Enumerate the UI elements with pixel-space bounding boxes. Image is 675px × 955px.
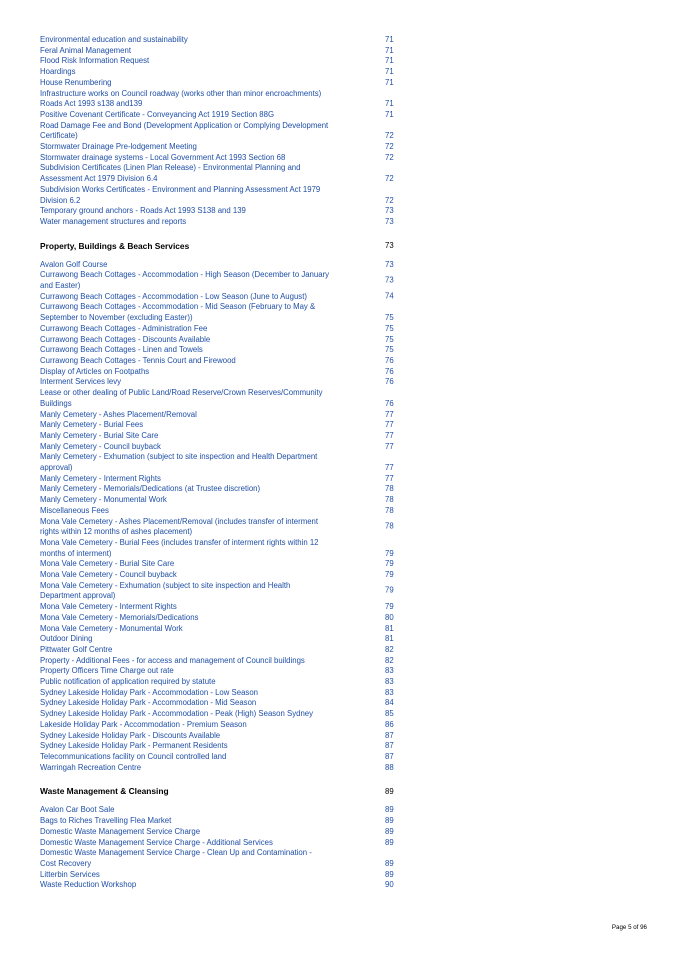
toc-entry[interactable] — [40, 698, 400, 709]
toc-entry[interactable] — [40, 356, 400, 367]
toc-entry-title[interactable]: Stormwater drainage systems - Local Government Act 1993 Section 68 — [40, 152, 286, 162]
toc-entry-page[interactable]: 90 — [385, 880, 394, 890]
toc-entry-title[interactable]: Telecommunications facility on Council controlled land — [40, 752, 227, 761]
toc-entry[interactable] — [40, 56, 400, 67]
toc-entry-page[interactable]: 79 — [385, 602, 394, 612]
toc-entry[interactable] — [40, 388, 400, 409]
toc-entry-title[interactable]: Property Officers Time Charge out rate — [40, 666, 174, 676]
toc-entry-page[interactable]: 77 — [385, 441, 394, 451]
toc-entry[interactable] — [40, 185, 400, 206]
toc-entry-title[interactable]: Currawong Beach Cottages - Discounts Available — [40, 334, 211, 344]
toc-entry-page[interactable]: 76 — [385, 398, 394, 408]
toc-entry-title[interactable]: Currawong Beach Cottages - Administration Fee — [40, 323, 208, 333]
toc-entry[interactable] — [40, 666, 400, 677]
toc-entry[interactable] — [40, 217, 400, 228]
toc-entry-title[interactable]: Currawong Beach Cottages - Accommodation - High Season (December to January and Easter) — [40, 270, 330, 291]
toc-entry-title[interactable]: Mona Vale Cemetery - Exhumation (subject to site inspection and Health Department approval) — [40, 580, 291, 601]
toc-entry-title[interactable]: Pittwater Golf Centre — [40, 644, 113, 654]
toc-entry[interactable] — [40, 35, 400, 46]
toc-entry-title[interactable]: Infrastructure works on Council roadway (works other than minor encroachments) Roads Act 1993 s138 and139 — [40, 88, 322, 109]
toc-entry-title[interactable]: Stormwater Drainage Pre-lodgement Meeting — [40, 142, 197, 152]
toc-entry-title[interactable]: Positive Covenant Certificate - Conveyancing Act 1919 Section 88G — [40, 109, 275, 119]
toc-entry-title[interactable]: Mona Vale Cemetery - Ashes Placement/Removal (includes transfer of interment rights within 12 months of ashes placement) — [40, 516, 319, 537]
toc-entry-title[interactable]: Currawong Beach Cottages - Accommodation - Low Season (June to August) — [40, 291, 307, 301]
toc-entry-title[interactable]: Display of Articles on Footpaths — [40, 366, 150, 376]
toc-entry[interactable] — [40, 335, 400, 346]
toc-entry-title[interactable]: Public notification of application required by statute — [40, 677, 216, 687]
toc-entry[interactable] — [40, 367, 400, 378]
toc-entry[interactable] — [40, 67, 400, 78]
toc-entry-title[interactable]: Manly Cemetery - Interment Rights — [40, 473, 161, 483]
toc-entry-page[interactable]: 71 — [385, 56, 394, 66]
toc-entry[interactable] — [40, 495, 400, 506]
section-heading — [40, 783, 400, 799]
toc-entry[interactable] — [40, 538, 400, 559]
toc-entry-title[interactable]: Sydney Lakeside Holiday Park - Accommodation - Peak (High) Season Sydney — [40, 709, 314, 719]
toc-entry-title[interactable]: Currawong Beach Cottages - Tennis Court and Firewood — [40, 355, 236, 365]
toc-entry[interactable] — [40, 838, 400, 849]
toc-entry-title[interactable]: Water management structures and reports — [40, 216, 187, 226]
toc-entry-page[interactable]: 87 — [385, 730, 394, 740]
toc-entry[interactable] — [40, 46, 400, 57]
toc-entry-page[interactable]: 89 — [385, 869, 394, 879]
toc-entry-title[interactable]: Bags to Riches Travelling Flea Market — [40, 816, 172, 826]
toc-entry-title[interactable]: Road Damage Fee and Bond (Development Application or Complying Development Certificate) — [40, 120, 329, 141]
toc-entry-page[interactable]: 78 — [385, 521, 394, 531]
toc-entry[interactable] — [40, 206, 400, 217]
toc-entry[interactable] — [40, 153, 400, 164]
toc-entry-title[interactable]: Manly Cemetery - Ashes Placement/Removal — [40, 409, 197, 419]
toc-entry-page[interactable]: 80 — [385, 612, 394, 622]
toc-entry-page[interactable]: 78 — [385, 484, 394, 494]
toc-entry[interactable] — [40, 121, 400, 142]
toc-entry-page[interactable]: 89 — [385, 858, 394, 868]
toc-entry-title[interactable]: Domestic Waste Management Service Charge — [40, 826, 201, 836]
toc-entry-title[interactable]: Sydney Lakeside Holiday Park - Permanent Residents — [40, 741, 228, 751]
toc-entry[interactable] — [40, 763, 400, 774]
toc-entry-title[interactable]: Litterbin Services — [40, 869, 100, 879]
toc-entry[interactable] — [40, 474, 400, 485]
toc-entry-page[interactable]: 87 — [385, 752, 394, 761]
toc-entry[interactable] — [40, 420, 400, 431]
toc-entry[interactable] — [40, 731, 400, 742]
toc-entry-page[interactable]: 71 — [385, 67, 394, 77]
toc-entry-title[interactable]: Manly Cemetery - Council buyback — [40, 441, 161, 451]
toc-entry-title[interactable]: Avalon Golf Course — [40, 259, 108, 269]
toc-entry[interactable] — [40, 431, 400, 442]
toc-entry-title[interactable]: Mona Vale Cemetery - Monumental Work — [40, 623, 183, 633]
toc-entry[interactable] — [40, 602, 400, 613]
table-of-contents — [40, 35, 400, 891]
toc-entry[interactable] — [40, 677, 400, 688]
toc-entry-title[interactable]: Miscellaneous Fees — [40, 505, 109, 515]
toc-entry-title[interactable]: Feral Animal Management — [40, 45, 132, 55]
toc-entry-title[interactable]: House Renumbering — [40, 77, 112, 87]
toc-entry[interactable] — [40, 752, 400, 763]
toc-entry[interactable] — [40, 89, 400, 110]
toc-entry-page[interactable]: 79 — [385, 570, 394, 580]
toc-entry-title[interactable]: Manly Cemetery - Memorials/Dedications (at Trustee discretion) — [40, 484, 261, 494]
toc-entry-page[interactable]: 76 — [385, 377, 394, 387]
toc-entry-page[interactable]: 79 — [385, 548, 394, 558]
toc-entry-title[interactable]: Manly Cemetery - Burial Site Care — [40, 430, 159, 440]
toc-entry[interactable] — [40, 345, 400, 356]
toc-entry-page[interactable]: 72 — [385, 131, 394, 141]
toc-entry-title[interactable]: Interment Services levy — [40, 377, 122, 387]
toc-entry-page[interactable]: 75 — [385, 334, 394, 344]
toc-entry-title[interactable]: Temporary ground anchors - Roads Act 1993 S138 and 139 — [40, 206, 246, 216]
toc-entry-page[interactable]: 84 — [385, 698, 394, 708]
toc-entry-title[interactable]: Manly Cemetery - Monumental Work — [40, 495, 167, 505]
toc-entry[interactable] — [40, 163, 400, 184]
toc-entry-page[interactable]: 75 — [385, 345, 394, 355]
toc-entry[interactable] — [40, 709, 400, 720]
toc-entry-page[interactable]: 75 — [385, 313, 394, 323]
toc-entry-page[interactable]: 77 — [385, 420, 394, 430]
toc-entry[interactable] — [40, 805, 400, 816]
toc-entry-title[interactable]: Mona Vale Cemetery - Burial Site Care — [40, 559, 175, 569]
toc-entry[interactable] — [40, 741, 400, 752]
toc-entry-page[interactable]: 89 — [385, 826, 394, 836]
toc-entry[interactable] — [40, 270, 400, 291]
toc-entry-page[interactable]: 73 — [385, 216, 394, 226]
toc-entry-title[interactable]: Avalon Car Boot Sale — [40, 805, 115, 815]
toc-entry[interactable] — [40, 78, 400, 89]
toc-entry-title[interactable]: Mona Vale Cemetery - Memorials/Dedications — [40, 612, 199, 622]
toc-entry-title[interactable]: Currawong Beach Cottages - Accommodation - Mid Season (February to May & September to November (excluding Easter)) — [40, 302, 316, 323]
page-number-footer: Page 5 of 96 — [611, 924, 647, 931]
toc-entry-page[interactable]: 88 — [385, 762, 394, 772]
toc-entry-page[interactable]: 73 — [385, 206, 394, 216]
toc-entry-page[interactable]: 75 — [385, 323, 394, 333]
section-heading-title: Waste Management & Cleansing — [40, 786, 169, 797]
toc-entry-page[interactable]: 81 — [385, 623, 394, 633]
toc-entry-page[interactable]: 89 — [385, 837, 394, 847]
toc-entry[interactable] — [40, 142, 400, 153]
toc-entry-title[interactable]: Flood Risk Information Request — [40, 56, 150, 66]
toc-entry-page[interactable]: 79 — [385, 559, 394, 569]
toc-entry-title[interactable]: Mona Vale Cemetery - Burial Fees (includes transfer of interment rights within 12 months of interment) — [40, 537, 319, 558]
toc-entry-page[interactable]: 78 — [385, 505, 394, 515]
toc-entry[interactable] — [40, 880, 400, 891]
toc-entry-title[interactable]: Domestic Waste Management Service Charge - Clean Up and Contamination - Cost Recovery — [40, 848, 312, 868]
toc-entry-page[interactable]: 85 — [385, 709, 394, 719]
toc-entry-title[interactable]: Sydney Lakeside Holiday Park - Accommodation - Mid Season — [40, 698, 257, 708]
toc-entry[interactable] — [40, 581, 400, 602]
toc-entry-page[interactable]: 83 — [385, 687, 394, 697]
toc-entry-page[interactable]: 77 — [385, 409, 394, 419]
toc-entry-title[interactable]: Subdivision Certificates (Linen Plan Release) - Environmental Planning and Assessment Act 1979 Division 6.4 — [40, 163, 301, 184]
toc-entry-title[interactable]: Mona Vale Cemetery - Council buyback — [40, 570, 177, 580]
toc-entry-page[interactable]: 83 — [385, 666, 394, 676]
toc-entry[interactable] — [40, 292, 400, 303]
toc-entry-title[interactable]: Currawong Beach Cottages - Linen and Towels — [40, 345, 203, 355]
toc-entry[interactable] — [40, 570, 400, 581]
toc-entry[interactable] — [40, 688, 400, 699]
section-heading — [40, 238, 400, 254]
toc-entry-title[interactable]: Sydney Lakeside Holiday Park - Discounts Available — [40, 730, 221, 740]
toc-entry-page[interactable]: 82 — [385, 655, 394, 665]
toc-entry-title[interactable]: Domestic Waste Management Service Charge - Additional Services — [40, 837, 273, 847]
toc-entry-title[interactable]: Environmental education and sustainability — [40, 35, 188, 44]
toc-entry[interactable] — [40, 110, 400, 121]
toc-entry[interactable] — [40, 870, 400, 881]
toc-entry[interactable] — [40, 656, 400, 667]
toc-entry-page[interactable]: 72 — [385, 195, 394, 205]
toc-entry-page[interactable]: 77 — [385, 473, 394, 483]
toc-entry-page[interactable]: 78 — [385, 495, 394, 505]
toc-entry[interactable] — [40, 848, 400, 869]
toc-entry[interactable] — [40, 816, 400, 827]
toc-entry-page[interactable]: 81 — [385, 634, 394, 644]
toc-entry-title[interactable]: Property - Additional Fees - for access and management of Council buildings — [40, 655, 305, 665]
toc-entry[interactable] — [40, 613, 400, 624]
toc-entry-page[interactable]: 71 — [385, 35, 394, 44]
toc-entry-title[interactable]: Outdoor Dining — [40, 634, 93, 644]
toc-entry-page[interactable]: 71 — [385, 109, 394, 119]
toc-entry-page[interactable]: 77 — [385, 463, 394, 473]
toc-entry[interactable] — [40, 452, 400, 473]
toc-entry[interactable] — [40, 260, 400, 271]
toc-entry-page[interactable]: 71 — [385, 99, 394, 109]
toc-entry[interactable] — [40, 559, 400, 570]
toc-entry-title[interactable]: Waste Reduction Workshop — [40, 880, 137, 890]
toc-entry[interactable] — [40, 324, 400, 335]
section-heading-page: 89 — [385, 786, 394, 796]
section-heading-title: Property, Buildings & Beach Services — [40, 240, 190, 251]
toc-entry[interactable] — [40, 506, 400, 517]
toc-entry-page[interactable]: 89 — [385, 805, 394, 815]
toc-entry-page[interactable]: 77 — [385, 430, 394, 440]
toc-entry-title[interactable]: Warringah Recreation Centre — [40, 762, 142, 772]
toc-entry-title[interactable]: Hoardings — [40, 67, 76, 77]
toc-entry-title[interactable]: Manly Cemetery - Burial Fees — [40, 420, 144, 430]
toc-entry-page[interactable]: 76 — [385, 355, 394, 365]
toc-entry-title[interactable]: Mona Vale Cemetery - Interment Rights — [40, 602, 177, 612]
toc-entry[interactable] — [40, 377, 400, 388]
section-heading-page: 73 — [385, 241, 394, 251]
toc-entry-page[interactable]: 73 — [385, 275, 394, 285]
toc-entry-title[interactable]: Lakeside Holiday Park - Accommodation - Premium Season — [40, 719, 247, 729]
toc-entry-page[interactable]: 86 — [385, 719, 394, 729]
toc-entry[interactable] — [40, 624, 400, 635]
toc-entry[interactable] — [40, 645, 400, 656]
toc-entry-page[interactable]: 83 — [385, 677, 394, 687]
toc-entry-title[interactable]: Manly Cemetery - Exhumation (subject to site inspection and Health Department approval) — [40, 452, 318, 473]
toc-entry-title[interactable]: Subdivision Works Certificates - Environment and Planning Assessment Act 1979 Division 6.2 — [40, 184, 321, 205]
toc-entry-page[interactable]: 87 — [385, 741, 394, 751]
toc-entry-page[interactable]: 76 — [385, 366, 394, 376]
toc-entry-title[interactable]: Lease or other dealing of Public Land/Road Reserve/Crown Reserves/Community Buildings — [40, 388, 323, 408]
toc-entry[interactable] — [40, 517, 400, 538]
toc-entry-page[interactable]: 82 — [385, 644, 394, 654]
toc-entry-page[interactable]: 89 — [385, 816, 394, 826]
toc-entry-page[interactable]: 79 — [385, 586, 394, 596]
toc-entry[interactable] — [40, 720, 400, 731]
toc-entry[interactable] — [40, 302, 400, 323]
toc-entry-title[interactable]: Sydney Lakeside Holiday Park - Accommodation - Low Season — [40, 687, 258, 697]
toc-entry-page[interactable]: 72 — [385, 152, 394, 162]
toc-entry-page[interactable]: 72 — [385, 142, 394, 152]
toc-entry[interactable] — [40, 484, 400, 495]
toc-entry-page[interactable]: 71 — [385, 45, 394, 55]
toc-entry-page[interactable]: 74 — [385, 291, 394, 301]
toc-entry-page[interactable]: 71 — [385, 77, 394, 87]
toc-entry-page[interactable]: 72 — [385, 174, 394, 184]
toc-entry[interactable] — [40, 410, 400, 421]
toc-entry-page[interactable]: 73 — [385, 259, 394, 269]
toc-entry[interactable] — [40, 827, 400, 838]
toc-entry[interactable] — [40, 442, 400, 453]
toc-entry[interactable] — [40, 634, 400, 645]
